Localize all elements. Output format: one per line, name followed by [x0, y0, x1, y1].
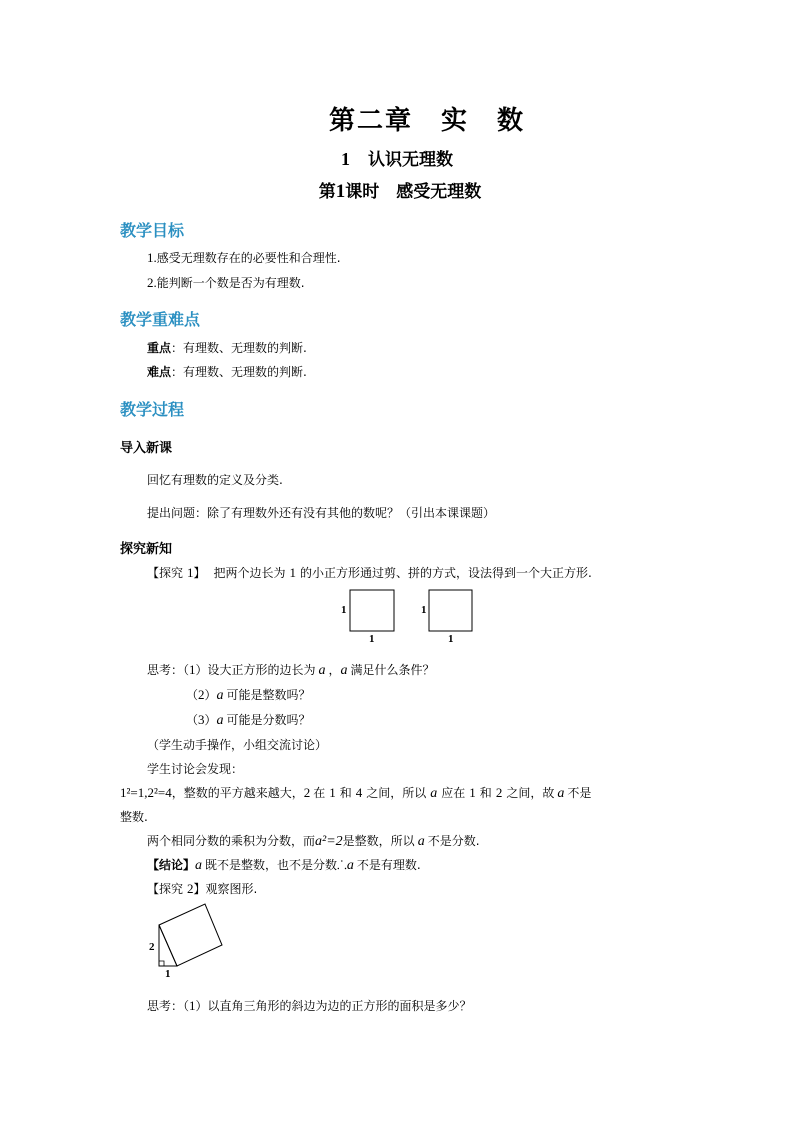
text-part: 可能是整数吗？: [226, 688, 311, 702]
text-part: （: [186, 688, 199, 702]
number: 1: [189, 662, 196, 677]
text-part: （: [186, 713, 199, 727]
var-a: a: [216, 688, 224, 703]
key-point: [147, 340, 307, 356]
small-square-left: [350, 590, 394, 631]
text-part: 不是: [567, 786, 592, 800]
goal-number: 1.: [147, 250, 157, 265]
leg-label: 2: [149, 941, 155, 953]
therefore-symbol: ⸫: [337, 858, 347, 872]
explore-1-text: [147, 565, 592, 581]
text-part: ）: [204, 713, 217, 727]
text-part: 把两个边长为: [213, 566, 286, 580]
text-part: 两个相同分数的乘积为分数，而: [147, 834, 316, 848]
hard-label: 难点: [147, 365, 172, 379]
right-angle-mark: [159, 961, 164, 966]
number: 1: [289, 565, 297, 580]
small-square-right: [429, 590, 472, 631]
hard-text: ：有理数、无理数的判断.: [171, 365, 307, 379]
text-part: ，整数的平方越来越大，: [171, 786, 304, 800]
text-part: 不是分数.: [427, 834, 480, 848]
text-part: ）以直角三角形的斜边为边的正方形的面积是多少？: [195, 999, 472, 1013]
text-part: 可能是分数吗？: [226, 713, 311, 727]
text-part: 思考：（: [147, 663, 190, 677]
goal-text: 感受无理数存在的必要性和合理性.: [156, 251, 341, 265]
number: 1: [329, 785, 336, 800]
number: 2: [198, 687, 205, 702]
text-part: 在: [313, 786, 326, 800]
intro-line-1: 回忆有理数的定义及分类.: [147, 473, 283, 487]
lesson-number: 1: [335, 181, 346, 202]
bracket-label: 【探究: [147, 882, 184, 896]
discuss-note: （学生动手操作，小组交流讨论）: [147, 738, 328, 752]
question-2: [186, 687, 311, 704]
conclusion: [147, 857, 421, 874]
explore-heading: 探究新知: [120, 542, 173, 557]
text-part: ，: [328, 663, 341, 677]
number: 4: [355, 785, 363, 800]
side-label: 1: [369, 633, 375, 644]
two-squares-figure: [338, 586, 478, 644]
text-part: 思考：（: [147, 999, 190, 1013]
process-heading: 教学过程: [120, 400, 185, 419]
think-2: [147, 998, 472, 1014]
text-part: 既不是整数，也不是分数: [205, 858, 338, 872]
finding-2: [147, 833, 480, 850]
side-label: 1: [341, 604, 347, 616]
text-part: 是整数，所以: [342, 834, 415, 848]
hypotenuse-square: [159, 904, 222, 966]
var-a: a: [430, 786, 438, 801]
number: 3: [198, 712, 205, 727]
bracket-close: 】: [193, 566, 206, 580]
goals-heading: 教学目标: [120, 221, 185, 240]
text-part: ）: [204, 688, 217, 702]
text-part: 满足什么条件？: [350, 663, 435, 677]
found-line: 学生讨论会发现：: [147, 762, 244, 776]
var-a: a: [417, 834, 425, 849]
goal-text: 能判断一个数是否为有理数.: [156, 276, 305, 290]
triangle-square-figure: [145, 900, 230, 980]
difficulties-heading: 教学重难点: [120, 310, 201, 329]
leg-label: 1: [165, 968, 171, 980]
lesson-suffix: 课时 感受无理数: [345, 182, 482, 202]
number: 2: [303, 785, 311, 800]
think-1: [147, 662, 435, 679]
section-number: 1: [341, 149, 350, 169]
var-a: a: [346, 858, 354, 873]
goal-item-1: [147, 250, 341, 266]
math-expr: 1²=1,2²=4: [120, 785, 172, 800]
key-text: ：有理数、无理数的判断.: [171, 341, 307, 355]
var-a: a: [557, 786, 565, 801]
text-part: 和: [479, 786, 492, 800]
key-label: 重点: [147, 341, 172, 355]
explore-number: 1: [187, 565, 194, 580]
text-part: 之间，故: [506, 786, 555, 800]
lesson-title: [0, 177, 794, 203]
var-a: a: [195, 858, 203, 873]
chapter-title: 第二章 实 数: [328, 106, 525, 136]
explore-number: 2: [187, 881, 194, 896]
explore-2-text: [147, 881, 257, 897]
text-part: 之间，所以: [366, 786, 427, 800]
var-a: a: [318, 663, 326, 678]
var-a: a: [216, 713, 224, 728]
text-part: 的小正方形通过剪、拼的方式，设法得到一个大正方形.: [300, 566, 592, 580]
finding-1: [120, 785, 591, 802]
lesson-prefix: 第: [318, 182, 336, 202]
text-part: 】观察图形.: [193, 882, 258, 896]
intro-line-2: 提出问题：除了有理数外还有没有其他的数呢？（引出本课课题）: [147, 506, 496, 520]
hard-point: [147, 364, 307, 380]
side-label: 1: [421, 604, 427, 616]
finding-1-cont: 整数.: [120, 810, 148, 824]
text-part: 应在: [441, 786, 466, 800]
question-3: [186, 712, 311, 729]
text-part: 和: [339, 786, 352, 800]
goal-item-2: [147, 275, 305, 291]
section-title: [0, 145, 794, 170]
text-part: ）设大正方形的边长为: [195, 663, 316, 677]
number: 2: [495, 785, 503, 800]
goal-number: 2.: [147, 275, 157, 290]
number: 1: [189, 998, 196, 1013]
section-title-text: 认识无理数: [368, 150, 453, 170]
conclusion-label: 【结论】: [147, 858, 196, 872]
side-label: 1: [448, 633, 454, 644]
bracket-label: 【探究: [147, 566, 184, 580]
number: 1: [469, 785, 476, 800]
intro-heading: 导入新课: [120, 441, 173, 456]
text-part: 不是有理数.: [356, 858, 421, 872]
var-a: a: [340, 663, 348, 678]
math-expr: a²=2: [315, 834, 343, 849]
